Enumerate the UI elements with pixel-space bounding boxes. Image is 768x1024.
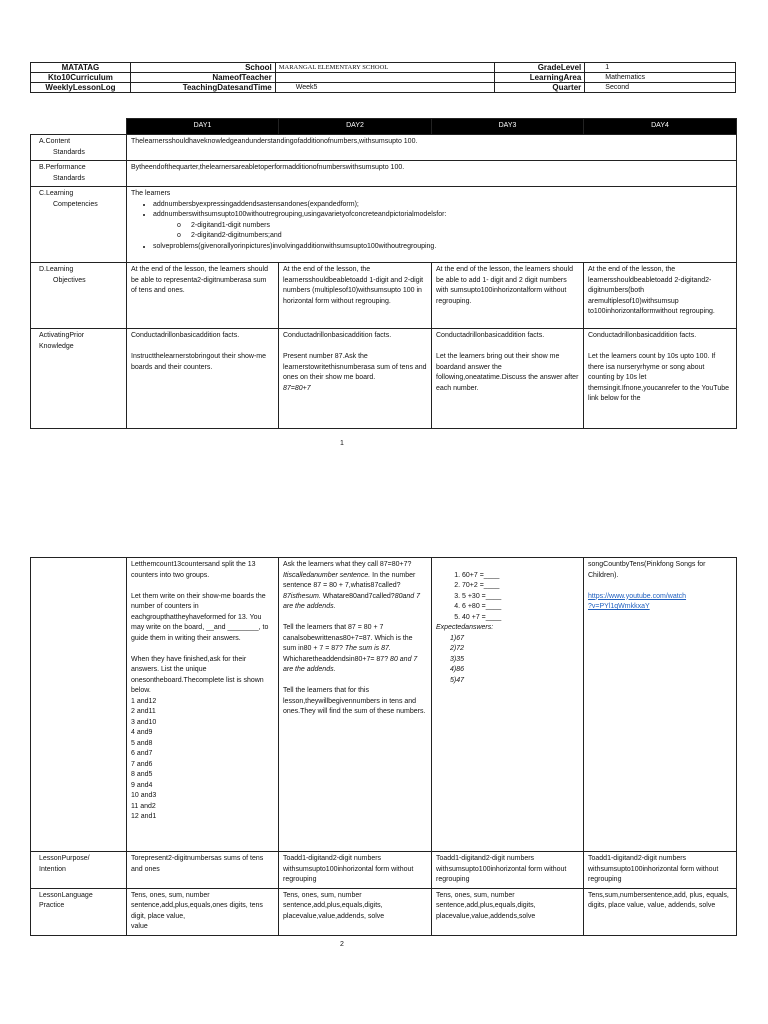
lesson-table-page2 [30,557,737,936]
subitem-text: 2-digitand2-digitnumbers;and [191,232,282,239]
competency-subitem [131,231,732,242]
exercise-item: 3. 5 +30 =____ [462,592,579,603]
language-day1-text2: value [131,923,148,930]
objectives-day1: At the end of the lesson, the learners should be able to representa2-digitnumberasa sum of tens and ones. [127,263,279,329]
cont-day2-p1 [283,560,427,613]
cont-day2-text: In the number sentence 87 = 80 + 7,whatis87called? [283,571,416,589]
youtube-link-line1[interactable]: https://www.youtube.com/watch [588,592,687,600]
content-standards-label [31,135,127,161]
quarter-value: Second [585,83,736,93]
header-left-line2: Kto10Curriculum [31,73,131,83]
prior-day3-p2: Let the learners bring out their show me boardand answer the following,oneatatime.Discuss the answer after each number. [436,353,579,392]
language-label-line2: Practice [39,902,65,909]
prior-day1-p1: Conductadrillonbasicaddition facts. [131,332,240,339]
header-left-line3: WeeklyLessonLog [31,83,131,93]
prior-knowledge-label [31,329,127,429]
exercise-item: 2. 70+2 =____ [462,581,579,592]
day-header-4: DAY4 [584,119,737,135]
competencies-list-2 [131,242,732,253]
prior-day1-p2: Instructthelearnerstobringout their show-me boards and their counters. [131,353,267,371]
list-item: 6 and7 [131,750,153,757]
expected-answers-heading: Expectedanswers: [436,624,494,631]
purpose-label-line2: Intention [39,865,66,873]
page-number-1: 1 [340,440,344,447]
dates-label: TeachingDatesandTime [130,83,275,93]
day-header-blank [31,119,127,135]
header-table [30,62,736,93]
competencies-row [31,187,737,263]
learning-area-label: LearningArea [495,73,585,83]
competency-subitem [131,221,732,232]
prior-day2-p1: Conductadrillonbasicaddition facts. [283,332,392,339]
prior-day4 [584,329,737,429]
teacher-value [275,73,495,83]
purpose-label [31,852,127,889]
prior-day4-p2: Let the learners count by 10s upto 100. If there isa nurseryrhyme or song about counting by 10s let themsingit.Ifnone,youcanrefer to the YouTube link below for the [588,353,730,402]
youtube-link[interactable] [588,593,686,611]
purpose-row [31,852,737,889]
prior-day4-p1: Conductadrillonbasicaddition facts. [588,332,697,339]
list-item: 3 and10 [131,718,157,726]
prior-knowledge-label-line2: Knowledge [39,342,74,350]
language-day3: Tens, ones, sum, number sentence,add,plus,equals,digits, placevalue,value,addends,solve [432,888,584,935]
cont-day3 [432,558,584,852]
prior-day1 [127,329,279,429]
day-header-3: DAY3 [432,119,584,135]
grade-level-value: 1 [585,63,736,73]
cont-day2-text: Tell the learners that 87 = 80 + 7 canalsobewrittenas80+7=87. Which is the sum in80 + 7 = 87? [283,624,413,652]
cont-day4-text: songCountbyTens(Pinkfong Songs for Children). [588,561,706,579]
language-row [31,888,737,935]
lesson-table-page1 [30,118,737,429]
prior-continued-label [31,558,127,852]
competencies-text [127,187,737,263]
cont-day2-italic: 87isthesum. [283,592,321,600]
objectives-day2: At the end of the lesson, the learnersshouldbeabletoadd 1-digit and 2-digit numbers (multiplesof10)withsumsupto 100 in horizontal form without regrouping. [279,263,432,329]
content-standards-label-line2: Standards [53,148,85,156]
competencies-label [31,187,127,263]
performance-standards-label-line1: B.Performance [39,164,86,171]
cont-day2-text: Whatare80and7called? [322,592,395,600]
performance-standards-row [31,161,737,187]
cont-day2-italic: The sum is 87. [344,645,391,652]
cont-day2-p2 [283,623,427,676]
prior-day3 [432,329,584,429]
cont-day2-italic: 80 and 7 are the addends. [283,655,418,673]
prior-knowledge-label-line1: ActivatingPrior [39,332,85,339]
answer-item: 1)67 [450,634,465,642]
language-label-line1: LessonLanguage [39,891,93,899]
list-item: 12 and1 [131,813,157,820]
day-header-2: DAY2 [279,119,432,135]
competencies-list [131,200,732,221]
page-number-2: 2 [340,941,344,948]
dates-value: Week5 [275,83,495,93]
cont-day1-p1: Letthemcount13countersand split the 13 counters into two groups. [131,561,256,579]
prior-day2-p2: Present number 87.Ask the learnerstowritethisnumberasa sum of tens and ones on their show me board. [283,353,427,381]
school-value: MARANGAL ELEMENTARY SCHOOL [275,63,495,73]
exercise-list [436,571,579,624]
header-left-line1: MATATAG [31,63,131,73]
cont-day1-p3: When they have finished,ask for their answers. List the unique onesontheboard.Thecomplete list is shown below. [131,655,264,694]
answer-item: 3)35 [450,655,465,663]
language-day4: Tens,sum,numbersentence,add, plus, equals, digits, place value, value, addends, solve [584,888,737,935]
content-standards-row [31,135,737,161]
list-item: 7 and6 [131,760,153,768]
list-item: 4 and9 [131,729,153,736]
list-item: 11 and2 [131,802,156,810]
answers-list [436,634,579,687]
objectives-day4: At the end of the lesson, the learnersshouldbeabletoadd 2-digitand2-digitnumbers(both aremultiplesof10)withsumsup to100inhorizontalformwithout regrouping. [584,263,737,329]
purpose-day1: Torepresent2-digitnumbersas sums of tens and ones [127,852,279,889]
cont-day1 [127,558,279,852]
competencies-label-line1: C.Learning [39,190,74,197]
language-day1-text: Tens, ones, sum, number sentence,add,plus,equals,ones digits, tens digit, place value, [131,891,263,920]
youtube-link-line2[interactable]: ?v=PYl1qWmkkxaY [588,603,650,610]
answer-item: 2)72 [450,645,465,652]
subitem-text: 2-digitand1-digit numbers [191,221,270,229]
prior-day3-p1: Conductadrillonbasicaddition facts. [436,332,545,339]
competencies-intro: The learners [131,190,171,197]
purpose-day3: Toadd1-digitand2-digit numbers withsumsupto100inhorizontal form without regrouping [432,852,584,889]
objectives-label-line2: Objectives [53,276,86,284]
exercise-item: 5. 40 +7 =____ [462,613,579,624]
prior-day2 [279,329,432,429]
exercise-item: 4. 6 +80 =____ [462,602,579,613]
list-item: 10 and3 [131,792,157,799]
language-day1 [127,888,279,935]
purpose-day2: Toadd1-digitand2-digit numbers withsumsupto100inhorizontal form without regrouping [279,852,432,889]
purpose-day4: Toadd1-digitand2-digit numbers withsumsupto100inhorizontal form without regrouping [584,852,737,889]
competencies-label-line2: Competencies [53,200,98,208]
cont-day2-text: Whicharetheaddendsin80+7= 87? [283,655,389,663]
language-day2: Tens, ones, sum, number sentence,add,plus,equals,digits, placevalue,value,addends, solve [279,888,432,935]
prior-continued-row [31,558,737,852]
grade-level-label: GradeLevel [495,63,585,73]
objectives-label-line1: D.Learning [39,266,74,273]
list-item: 8 and5 [131,771,153,778]
cont-day2-italic: Itiscalledanumber sentence. [283,571,371,579]
cont-day2 [279,558,432,852]
performance-standards-label-line2: Standards [53,174,85,182]
performance-standards-text: Bytheendofthequarter,thelearnersareabletoperformadditionofnumberswithsumsupto 100. [127,161,737,187]
day-header-row [31,119,737,135]
answer-item: 5)47 [450,676,465,684]
subitem-marker: o [177,232,181,239]
answer-item: 4)86 [450,666,465,673]
purpose-label-line1: LessonPurpose/ [39,855,90,862]
cont-day4 [584,558,737,852]
competency-item: • solveproblems(givenorallyorinpictures)involvingadditionwithsumsupto100withoutregrouping. [153,242,732,253]
pairs-list [131,697,274,823]
day-header-1: DAY1 [127,119,279,135]
cont-day2-text: Ask the learners what they call 87=80+7? [283,561,412,568]
performance-standards-label [31,161,127,187]
list-item: 1 and12 [131,697,157,705]
content-standards-label-line1: A.Content [39,138,71,145]
competency-item: • addnumbersbyexpressingaddendsastensandones(expandedform); [153,200,732,211]
exercise-item: 1. 60+7 =____ [462,571,579,582]
prior-knowledge-row [31,329,737,429]
competency-item: • addnumberswithsumsupto100withoutregrouping,usingavarietyofconcreteandpictorialmodelsfor: [153,210,732,221]
list-item: 5 and8 [131,739,153,747]
prior-day2-equation: 87=80+7 [283,384,311,392]
language-label [31,888,127,935]
school-label: School [130,63,275,73]
teacher-label: NameofTeacher [130,73,275,83]
list-item: 9 and4 [131,781,153,789]
subitem-marker: o [177,221,181,229]
cont-day1-p2: Let them write on their show-me boards the number of counters in eachgroupthattheyhaveformed for 13. You may write on the board, __and ________, to guide them in writing their answers. [131,592,269,642]
cont-day2-italic: 80and 7 are the addends. [283,592,421,610]
content-standards-text: Thelearnersshouldhaveknowledgeandunderstandingofadditionofnumbers,withsumsupto 100. [127,135,737,161]
list-item: 2 and11 [131,708,156,715]
objectives-label [31,263,127,329]
objectives-day3: At the end of the lesson, the learners should be able to add 1- digit and 2 digit numbers with sumsupto100inhorizontalform without regrouping. [432,263,584,329]
learning-area-value: Mathematics [585,73,736,83]
cont-day2-p3: Tell the learners that for this lesson,theywillbegivennumbers in tens and ones.They will find the sum of these numbers. [283,687,426,715]
objectives-row [31,263,737,329]
quarter-label: Quarter [495,83,585,93]
